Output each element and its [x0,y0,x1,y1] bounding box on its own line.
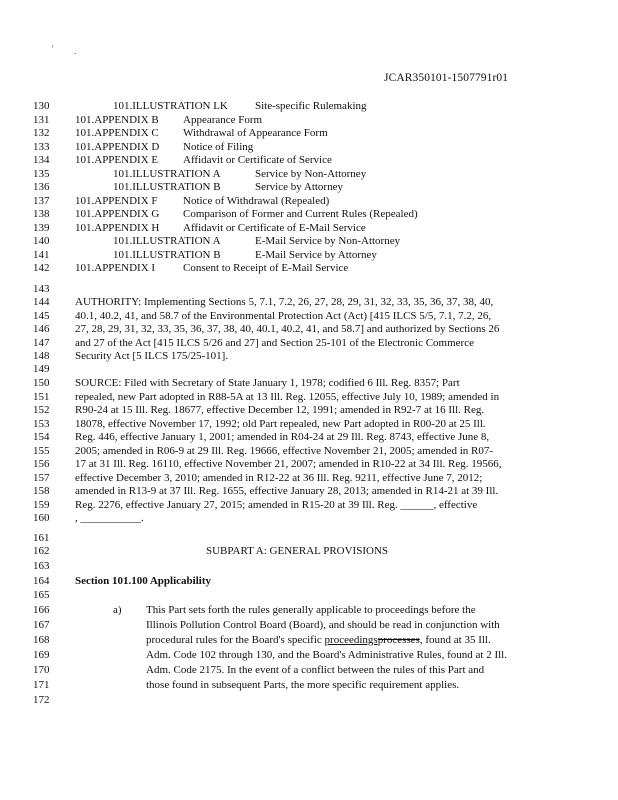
line-number: 143 [33,283,50,295]
line-number: 170 [33,664,50,676]
line-number: 144 [33,296,50,308]
line-number: 155 [33,444,50,457]
line-number: 167 [33,619,50,631]
toc-entry-id: 101.ILLUSTRATION B [113,181,221,193]
toc-entry-id: 101.APPENDIX I [75,262,156,274]
section-heading: Section 101.100 Applicability [75,575,211,587]
toc-entry-id: 101.ILLUSTRATION B [113,248,221,261]
line-number: 132 [33,127,50,139]
toc-entry-id: 101.APPENDIX C [75,127,159,139]
line-number: 171 [33,679,50,691]
line-number: 151 [33,390,50,403]
source-line: effective December 3, 2010; amended in R12-22 at 36 Ill. Reg. 9211, effective June 7, 2012; [75,471,483,484]
toc-entry-title: Service by Attorney [255,181,343,193]
text: procedural rules for the Board's specific [146,634,325,646]
scan-mark: . [74,46,77,56]
source-line: Reg. 2276, effective January 27, 2015; amended in R15-20 at 39 Ill. Reg. ______, effective [75,498,478,511]
authority-line: Security Act [5 ILCS 175/25-101]. [75,350,229,362]
line-number: 142 [33,262,50,274]
toc-entry-title: Affidavit or Certificate of Service [183,154,332,166]
line-number: 137 [33,194,50,207]
toc-entry-id: 101.APPENDIX F [75,194,158,207]
toc-entry-title: Affidavit or Certificate of E-Mail Service [183,221,366,234]
line-number: 163 [33,560,50,572]
source-line: SOURCE: Filed with Secretary of State January 1, 1978; codified 6 Ill. Reg. 8357; Part [75,377,460,389]
source-line: amended in R13-9 at 37 Ill. Reg. 1655, effective January 28, 2013; amended in R14-21 at 39 Ill. [75,485,499,497]
toc-entry-id: 101.APPENDIX D [75,140,160,153]
line-number: 161 [33,532,50,544]
line-number: 134 [33,154,50,166]
toc-entry-title: E-Mail Service by Attorney [255,248,377,261]
toc-entry-id: 101.APPENDIX G [75,208,160,220]
scan-mark: ' [52,44,54,54]
source-line: 17 at 31 Ill. Reg. 16110, effective November 21, 2007; amended in R10-22 at 34 Ill. Reg. 19566, [75,458,502,470]
paragraph-line: Adm. Code 2175. In the event of a conflict between the rules of this Part and [146,664,485,676]
source-line: 2005; amended in R06-9 at 29 Ill. Reg. 19666, effective November 21, 2005; amended in R07- [75,444,494,457]
line-number: 150 [33,377,50,389]
line-number: 172 [33,694,50,706]
line-number: 149 [33,363,50,375]
source-line: , ___________. [75,512,144,524]
line-number: 154 [33,431,50,443]
line-number: 141 [33,248,50,261]
paragraph-line [146,634,491,647]
toc-entry-title: Service by Non-Attorney [255,167,367,180]
toc-entry-id: 101.ILLUSTRATION A [113,235,221,247]
line-number: 148 [33,350,50,362]
line-number: 165 [33,589,50,601]
paragraph-line: those found in subsequent Parts, the more specific requirement applies. [146,679,460,691]
line-number: 130 [33,100,50,112]
line-number: 131 [33,113,50,126]
line-number: 139 [33,221,50,234]
line-number: 169 [33,649,50,661]
line-number: 168 [33,634,50,646]
paragraph-line: Adm. Code 102 through 130, and the Board's Administrative Rules, found at 2 Ill. [146,649,507,661]
toc-entry-id: 101.APPENDIX E [75,154,159,166]
subpart-heading: SUBPART A: GENERAL PROVISIONS [206,545,388,557]
deleted-text: processes [377,634,420,646]
line-number: 157 [33,471,50,484]
toc-entry-title: Notice of Filing [183,140,254,153]
toc-entry-title: Consent to Receipt of E-Mail Service [183,262,349,274]
line-number: 153 [33,417,50,430]
line-number: 136 [33,181,50,193]
line-number: 145 [33,309,50,322]
line-number: 147 [33,336,50,349]
toc-entry-title: Notice of Withdrawal (Repealed) [183,194,330,207]
line-number: 146 [33,323,50,335]
paragraph-line: Illinois Pollution Control Board (Board), and should be read in conjunction with [146,619,500,631]
toc-entry-title: Comparison of Former and Current Rules (Repealed) [183,208,418,220]
toc-entry-title: Appearance Form [183,113,263,126]
source-line: Reg. 446, effective January 1, 2001; amended in R04-24 at 29 Ill. Reg. 8743, effective June 8, [75,431,490,443]
toc-entry-id: 101.ILLUSTRATION A [113,167,221,180]
toc-entry-id: 101.ILLUSTRATION LK [113,100,228,112]
paragraph-line: This Part sets forth the rules generally applicable to proceedings before the [146,604,476,616]
line-number: 158 [33,485,50,497]
toc-entry-id: 101.APPENDIX B [75,113,159,126]
line-number: 160 [33,512,50,524]
line-number: 166 [33,604,50,616]
authority-line: and 27 of the Act [415 ILCS 5/26 and 27] and Section 25-101 of the Electronic Commerce [75,336,474,349]
authority-line: 40.1, 40.2, 41, and 58.7 of the Environmental Protection Act (Act) [415 ILCS 5/5, 7.1, 7.2, 26, [75,309,492,322]
line-number: 138 [33,208,50,220]
line-number: 159 [33,498,50,511]
document-code: JCAR350101-1507791r01 [384,72,509,84]
toc-entry-title: Withdrawal of Appearance Form [183,127,328,139]
line-number: 133 [33,140,50,153]
line-number: 162 [33,545,50,557]
line-number: 152 [33,404,50,416]
paragraph-label: a) [113,604,122,616]
authority-line: AUTHORITY: Implementing Sections 5, 7.1, 7.2, 26, 27, 28, 29, 31, 32, 33, 35, 36, 37, 38, 40, [75,296,494,308]
toc-entry-title: Site-specific Rulemaking [255,100,367,112]
toc-entry-title: E-Mail Service by Non-Attorney [255,235,401,247]
toc-entry-id: 101.APPENDIX H [75,221,160,234]
source-line: R90-24 at 15 Ill. Reg. 18677, effective December 12, 1991; amended in R92-7 at 16 Ill. Reg. [75,404,485,416]
text: , found at 35 Ill. [419,634,491,646]
line-number: 156 [33,458,50,470]
source-line: repealed, new Part adopted in R88-5A at 13 Ill. Reg. 12055, effective July 10, 1989; amended in [75,390,500,403]
authority-line: 27, 28, 29, 31, 32, 33, 35, 36, 37, 38, 40, 40.1, 40.2, 41, and 58.7] and authorized by Sections 26 [75,323,500,335]
source-line: 18078, effective November 17, 1992; old Part repealed, new Part adopted in R00-20 at 25 Ill. [75,417,486,430]
line-number: 164 [33,575,50,587]
inserted-text: proceedings [324,634,378,646]
line-number: 135 [33,167,50,180]
line-number: 140 [33,235,50,247]
